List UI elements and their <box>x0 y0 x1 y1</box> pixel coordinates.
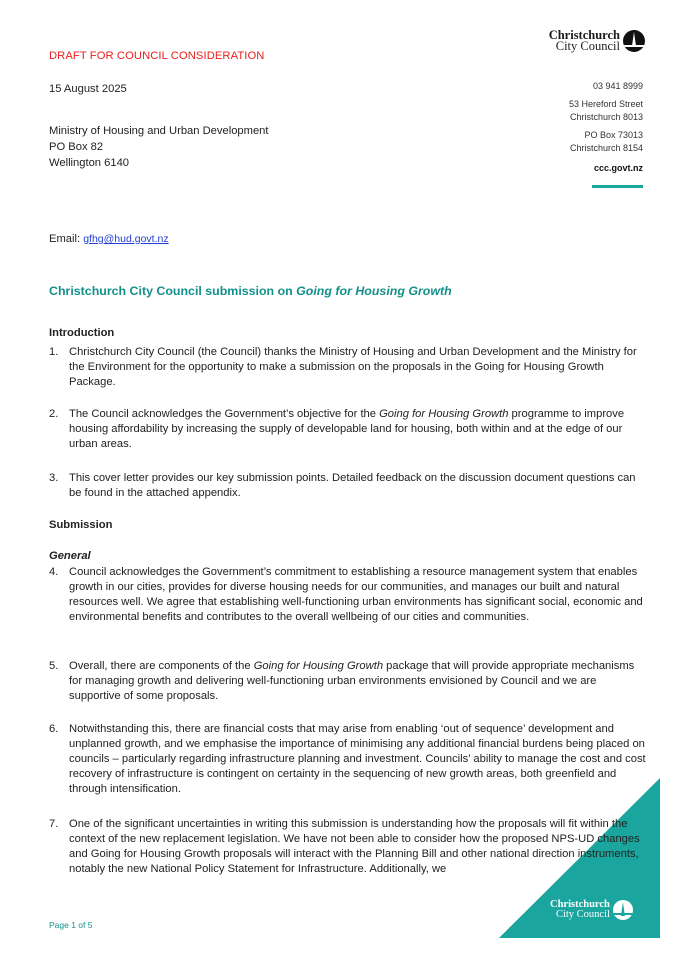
footer-logo <box>550 900 633 920</box>
paragraph-text: This cover letter provides our key submission points. Detailed feedback on the discussion document questions can be found in the attached appendix. <box>69 472 636 499</box>
street-line: 53 Hereford Street <box>568 99 643 109</box>
pobox-line: PO Box 73013 <box>584 130 643 140</box>
footer-logo-line1: Christchurch <box>550 899 610 910</box>
paragraph-text: package that will provide appropriate mechanisms for managing growth and delivering well-functioning urban environments envisioned by Council and we are supportive of some proposals. <box>69 660 635 702</box>
heading-general: General <box>49 550 91 562</box>
paragraph-number: 2. <box>49 408 59 420</box>
draft-label: DRAFT FOR COUNCIL CONSIDERATION <box>49 50 265 62</box>
paragraph-number: 1. <box>49 346 59 358</box>
paragraph-number: 3. <box>49 472 59 484</box>
contact-street <box>569 98 643 124</box>
paragraph-text: The Council acknowledges the Government’s objective for the <box>69 408 380 420</box>
paragraph-number: 5. <box>49 660 59 672</box>
paragraph-number: 6. <box>49 723 59 735</box>
paragraph-text: Christchurch City Council (the Council) thanks the Ministry of Housing and Urban Development and the Ministry for the Environment for the opportunity to make a submission on the proposals in the Going for Housing Growth Package. <box>69 346 637 388</box>
paragraph-3 <box>49 471 649 501</box>
cathedral-emblem-icon <box>613 900 633 920</box>
title-emphasis: Going for Housing Growth <box>296 284 452 298</box>
email-line <box>49 232 169 247</box>
footer-logo-line2: City Council <box>555 909 610 920</box>
paragraph-7 <box>49 817 649 877</box>
contact-phone: 03 941 8999 <box>592 81 643 91</box>
recipient-line: Ministry of Housing and Urban Development <box>49 125 269 137</box>
paragraph-text: programme to improve housing affordability by increasing the supply of developable land for housing, both within and at the edge of our urban areas. <box>69 408 625 450</box>
email-label: Email: <box>49 233 84 245</box>
teal-divider <box>592 185 643 188</box>
document-title <box>49 284 452 299</box>
recipient-line: Wellington 6140 <box>49 157 130 169</box>
council-logo <box>549 30 645 52</box>
contact-pobox <box>570 129 643 155</box>
paragraph-text: Overall, there are components of the <box>69 660 254 672</box>
paragraph-text: Notwithstanding this, there are financial costs that may arise from enabling ‘out of sequence’ development and unplanned growth, and we emphasise the importance of minimising any additional financial burdens being placed on councils – particularly regarding infrastructure planning and investment. Councils’ ability to manage the cost and cost recovery of infrastructure is contingent on certainty in the sequencing of new growth areas, both greenfield and through intensification. <box>69 723 646 795</box>
logo-line2: City Council <box>555 39 620 53</box>
page-number: Page 1 of 5 <box>49 920 93 930</box>
cathedral-emblem-icon <box>623 30 645 52</box>
paragraph-emphasis: Going for Housing Growth <box>253 660 384 672</box>
paragraph-2 <box>49 407 649 452</box>
paragraph-1 <box>49 345 649 390</box>
heading-submission: Submission <box>49 519 113 531</box>
title-prefix: Christchurch City Council submission on <box>49 284 297 298</box>
paragraph-number: 4. <box>49 566 59 578</box>
street-line: Christchurch 8013 <box>569 112 643 122</box>
paragraph-4 <box>49 565 649 625</box>
pobox-line: Christchurch 8154 <box>569 143 643 153</box>
contact-website[interactable]: ccc.govt.nz <box>593 163 643 173</box>
heading-introduction: Introduction <box>49 327 115 339</box>
logo-line1: Christchurch <box>548 28 620 42</box>
paragraph-number: 7. <box>49 818 59 830</box>
recipient-address <box>49 124 269 172</box>
letter-date: 15 August 2025 <box>49 83 127 95</box>
email-link[interactable]: gfhg@hud.govt.nz <box>83 233 169 245</box>
paragraph-emphasis: Going for Housing Growth <box>379 408 509 420</box>
recipient-line: PO Box 82 <box>49 141 104 153</box>
paragraph-text: One of the significant uncertainties in writing this submission is understanding how the proposals will fit within the context of the new replacement legislation. We have not been able to consider how the proposed NPS-UD changes and Going for Housing Growth proposals will interact with the Planning Bill and other national direction instruments, notably the new National Policy Statement for Infrastructure. Additionally, we <box>69 818 640 875</box>
paragraph-5 <box>49 659 649 704</box>
paragraph-6 <box>49 722 649 797</box>
paragraph-text: Council acknowledges the Government’s commitment to establishing a resource management system that enables growth in our cities, provides for diverse housing needs for our communities, and manages our built and natural resources well. We agree that establishing well-functioning urban environments has significant social, economic and environmental benefits and contributes to the overall wellbeing of our cities and communities. <box>69 566 643 623</box>
